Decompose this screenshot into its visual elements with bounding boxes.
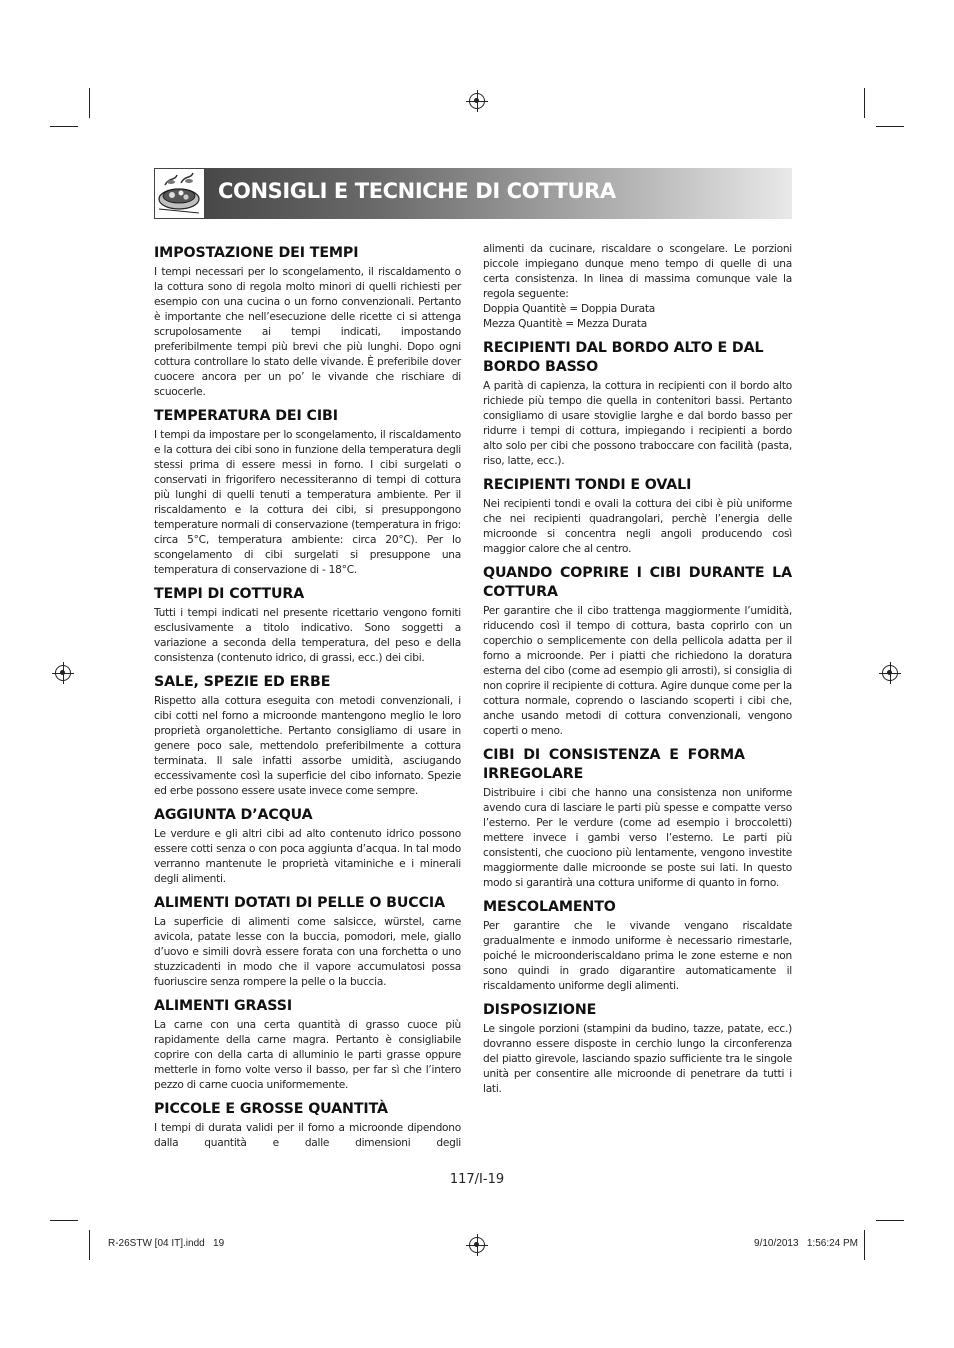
footer-file-name: R-26STW [04 IT].indd 19 <box>108 1238 225 1249</box>
section-body: Per garantire che le vivande vengano riscaldate gradualmente e inmodo uniforme è necessario rimestarle, poiché le microonderiscaldano prima le zone esterne e non sono quindi in grado digarantire automaticamente il riscaldamento uniforme degli alimenti. <box>483 920 792 992</box>
section-alimenti-grassi <box>154 997 461 1093</box>
section-tempi-cottura <box>154 585 461 666</box>
section-body: La superficie di alimenti come salsicce, würstel, carne avicola, patate lesse con la buccia, pomodori, mele, giallo d’uovo e simili dovrà essere forata con una forchetta o uno stuzzicadenti in modo che il vapore accumulatosi possa fuoriuscire senza rompere la pelle o la buccia. <box>154 916 461 988</box>
section-body: Per garantire che il cibo trattenga maggiormente l’umidità, riducendo così il tempo di cottura, basta coprirlo con un coperchio o semplicemente con della pellicola adatta per il forno a microonde. Per i piatti che richiedono la doratura esterna del cibo (come ad esempio gli arrosti), si consiglia di non coprire il recipiente di cottura. Agire dunque come per la cottura normale, coprendo o lasciando scoperti i cibi che, anche usando metodi di cottura convenzionali, vengono coperti o meno. <box>483 605 792 737</box>
right-column <box>483 242 792 1104</box>
section-body: A parità di capienza, la cottura in recipienti con il bordo alto richiede più tempo die quella in contenitori bassi. Pertanto consigliamo di usare stoviglie larghe e dal bordo basso per ridurre i tempi di cottura, impiegando i recipienti a bordo alto solo per cibi che possono traboccare con facilità (pasta, riso, latte, ecc.). <box>483 380 792 467</box>
page-title: CONSIGLI E TECNICHE DI COTTURA <box>218 179 616 203</box>
crop-mark <box>89 1230 90 1260</box>
section-heading: MESCOLAMENTO <box>483 899 616 915</box>
section-aggiunta-acqua <box>154 806 461 887</box>
section-body: I tempi da impostare per lo scongelamento, il riscaldamento e la cottura dei cibi sono in funzione della temperatura degli stessi prima di essere messi in forno. I cibi surgelati o conservati in frigorifero necessiteranno di tempi di cottura più lunghi di quelli tenuti a temperatura ambiente. Per il riscaldamento e la cottura dei cibi, si presuppongono temperature normali di conservazione (temperatura in frigo: circa 5°C, temperatura ambiente: circa 20°C). Per lo scongelamento di cibi surgelati si presuppone una temperatura di conservazione di - 18°C. <box>154 429 461 576</box>
crop-mark <box>89 88 90 118</box>
section-body: La carne con una certa quantità di grasso cuoce più rapidamente della carne magra. Pertanto è consigliabile coprire con della carta di alluminio le parti grasse oppure metterle in forno volte verso il basso, per far sì che l’intero pezzo di carne cuocia uniformemente. <box>154 1019 461 1091</box>
section-body: Rispetto alla cottura eseguita con metodi convenzionali, i cibi cotti nel forno a microonde mantengono meglio le loro proprietà organolettiche. Pertanto consigliamo di usare in genere poco sale, mettendolo preferibilmente a cottura terminata. Il sale infatti assorbe umidità, asciugando eccessivamente così la superficie del cibo infornato. Spezie ed erbe possono essere usate invece come sempre. <box>154 695 461 797</box>
rule-line: Mezza Quantitè = Mezza Durata <box>483 318 648 330</box>
section-header-banner <box>154 168 792 219</box>
cooking-dish-icon <box>154 168 205 219</box>
registration-mark-icon <box>55 665 71 681</box>
section-sale-spezie-erbe <box>154 673 461 799</box>
section-recipienti-bordo <box>483 339 792 469</box>
section-body: I tempi necessari per lo scongelamento, il riscaldamento o la cottura sono di regola molto minori di quelli richiesti per esempio con una cucina o un forno convenzionali. Pertanto è importante che nell’esecuzione delle ricette ci si attenga scrupolosamente ai tempi indicati, impostando preferibilmente tempi più brevi che più lunghi. Dopo ogni cottura controllare lo stato delle vivande. È preferibile dover cuocere ancora per un po’ le vivande che rischiare di scuocerle. <box>154 266 461 398</box>
registration-mark-icon <box>469 93 485 109</box>
section-heading: ALIMENTI DOTATI DI PELLE O BUCCIA <box>154 895 445 911</box>
section-heading: PICCOLE E GROSSE QUANTITÀ <box>154 1101 388 1117</box>
left-column <box>154 244 461 1158</box>
section-heading: TEMPI DI COTTURA <box>154 586 305 602</box>
section-body: I tempi di durata validi per il forno a microonde dipendono dalla quantità e dalle dimensioni degli <box>154 1122 461 1149</box>
crop-mark <box>876 126 904 127</box>
section-piccole-grosse-quantita <box>154 1100 461 1151</box>
section-heading: RECIPIENTI DAL BORDO ALTO E DAL BORDO BASSO <box>483 340 764 375</box>
section-heading: SALE, SPEZIE ED ERBE <box>154 674 331 690</box>
crop-mark <box>50 1220 78 1221</box>
footer-timestamp: 9/10/2013 1:56:24 PM <box>754 1238 858 1249</box>
section-body: Nei recipienti tondi e ovali la cottura dei cibi è più uniforme che nei recipienti quadrangolari, perchè l’energia delle microonde si concentra negli angoli producendo così maggior calore che al centro. <box>483 498 792 555</box>
section-disposizione <box>483 1001 792 1097</box>
section-heading: AGGIUNTA D’ACQUA <box>154 807 313 823</box>
section-mescolamento <box>483 898 792 994</box>
section-body: Distribuire i cibi che hanno una consistenza non uniforme avendo cura di lasciare le parti più spesse e compatte verso l’esterno. Per le verdure (come ad esempio i broccoletti) mettere invece i gambi verso l’esterno. Le parti più consistenti, che cuociono più lentamente, vengono investite maggiormente dalle microonde se poste sui lati. In questo modo si garantirà una cottura uniforme di quanto in forno. <box>483 787 792 889</box>
section-impostazione-tempi <box>154 244 461 400</box>
section-heading: QUANDO COPRIRE I CIBI DURANTE LA COTTURA <box>483 565 792 600</box>
section-quando-coprire <box>483 564 792 739</box>
section-temperatura-cibi <box>154 407 461 578</box>
section-heading: CIBI DI CONSISTENZA E FORMA IRREGOLARE <box>483 747 745 782</box>
section-alimenti-pelle-buccia <box>154 894 461 990</box>
registration-mark-icon <box>882 665 898 681</box>
section-body: Tutti i tempi indicati nel presente ricettario vengono forniti esclusivamente a titolo indicativo. Sono soggetti a variazione a seconda della temperatura, del peso e della consistenza (contenuto idrico, di grassi, ecc.) dei cibi. <box>154 607 461 664</box>
crop-mark <box>864 1230 865 1260</box>
section-heading: IMPOSTAZIONE DEI TEMPI <box>154 245 359 261</box>
rule-line: Doppia Quantitè = Doppia Durata <box>483 303 656 315</box>
crop-mark <box>876 1220 904 1221</box>
section-heading: RECIPIENTI TONDI E OVALI <box>483 477 692 493</box>
section-body: Le singole porzioni (stampini da budino, tazze, patate, ecc.) dovranno essere disposte in cerchio lungo la circonferenza del piatto girevole, lasciando spazio sufficiente tra le singole unità per consentire alle microonde di penetrare da tutti i lati. <box>483 1023 792 1095</box>
crop-mark <box>50 126 78 127</box>
section-recipienti-tondi-ovali <box>483 476 792 557</box>
section-heading: DISPOSIZIONE <box>483 1002 597 1018</box>
section-consistenza-forma <box>483 746 792 891</box>
section-heading: ALIMENTI GRASSI <box>154 998 293 1014</box>
continued-paragraph: alimenti da cucinare, riscaldare o scongelare. Le porzioni piccole impiegano dunque meno tempo di quelle di una certa consistenza. In linea di massima comunque vale la regola seguente: <box>483 243 792 300</box>
crop-mark <box>864 88 865 118</box>
section-body: Le verdure e gli altri cibi ad alto contenuto idrico possono essere cotti senza o con poca aggiunta d’acqua. In tal modo verranno mantenute le proprietà vitaminiche e i minerali degli alimenti. <box>154 828 461 885</box>
page-number: 117/I-19 <box>449 1172 505 1187</box>
section-heading: TEMPERATURA DEI CIBI <box>154 408 338 424</box>
registration-mark-icon <box>469 1237 485 1253</box>
